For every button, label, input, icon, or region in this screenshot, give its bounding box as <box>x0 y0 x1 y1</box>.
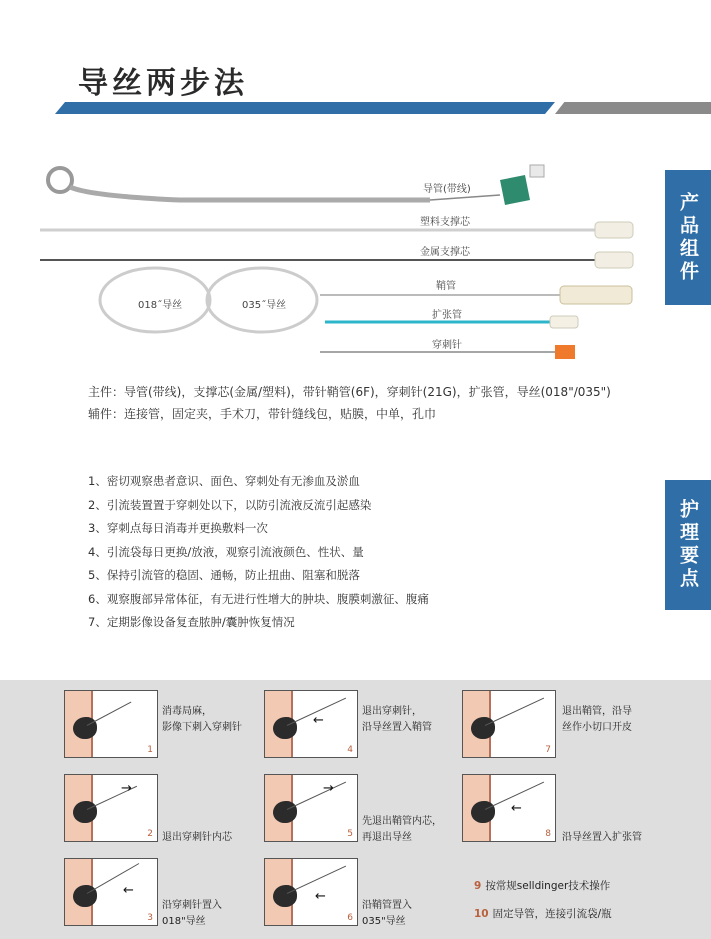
step-line: 沿穿刺针置入 <box>162 900 222 911</box>
nursing-item: 6、观察腹部异常体征，有无进行性增大的肿块、腹膜刺激征、腹痛 <box>88 591 429 606</box>
step-number: 4 <box>347 745 353 755</box>
nursing-item: 1、密切观察患者意识、面色、穿刺处有无渗血及淤血 <box>88 474 360 488</box>
step-diagram-7 <box>462 690 556 758</box>
arrow-icon: → <box>121 781 132 796</box>
nursing-item: 2、引流装置置于穿刺处以下，以防引流液反流引起感染 <box>88 497 372 512</box>
label-sheath: 鞘管 <box>436 281 456 292</box>
step-line: 丝作小切口开皮 <box>562 722 632 733</box>
step-text-8 <box>562 830 642 846</box>
step-text-2 <box>162 830 232 846</box>
label-guidewire-035: 035˝导丝 <box>242 300 287 311</box>
cyst-shape <box>471 801 495 823</box>
step-number: 9 <box>474 880 482 892</box>
step-diagram-1 <box>64 690 158 758</box>
extra-step-10 <box>474 906 612 921</box>
step-diagram-8 <box>462 774 556 842</box>
nursing-item: 7、定期影像设备复查脓肿/囊肿恢复情况 <box>88 615 295 629</box>
nursing-item: 3、穿刺点每日消毒并更换敷料一次 <box>88 521 268 535</box>
step-text-5 <box>362 814 442 846</box>
step-line: 沿鞘管置入 <box>362 900 412 911</box>
needle-line <box>87 702 132 726</box>
step-text-7 <box>562 704 632 736</box>
label-catheter: 导管(带线) <box>423 184 471 195</box>
step-diagram-6 <box>264 858 358 926</box>
step-diagram-5 <box>264 774 358 842</box>
step-text-4 <box>362 704 432 736</box>
cyst-shape <box>273 801 297 823</box>
step-line: 固定导管，连接引流袋/瓶 <box>492 908 612 920</box>
step-diagram-4 <box>264 690 358 758</box>
step-number: 1 <box>147 745 153 755</box>
step-line: 消毒局麻， <box>162 706 212 717</box>
step-diagram-2 <box>64 774 158 842</box>
cyst-shape <box>73 801 97 823</box>
label-metal-core: 金属支撑芯 <box>420 247 470 258</box>
step-diagram-3 <box>64 858 158 926</box>
step-line: 退出穿刺针， <box>362 706 422 717</box>
step-number: 8 <box>545 829 551 839</box>
step-text-3 <box>162 898 222 930</box>
operation-section <box>0 680 711 939</box>
nursing-item: 4、引流袋每日更换/放液，观察引流液颜色、性状、量 <box>88 544 364 559</box>
nursing-list <box>88 473 429 638</box>
step-line: 按常规selldinger技术操作 <box>485 880 611 892</box>
step-line: 沿导丝置入扩张管 <box>562 832 642 843</box>
step-line: 退出穿刺针内芯 <box>162 832 232 843</box>
step-line: 035"导丝 <box>362 916 406 927</box>
step-line: 018"导丝 <box>162 916 206 927</box>
step-number: 3 <box>147 913 153 923</box>
step-number: 6 <box>347 913 353 923</box>
cyst-shape <box>273 885 297 907</box>
arrow-icon: ← <box>511 801 522 816</box>
info-main: 主件：导管(带线)，支撑芯(金属/塑料)，带针鞘管(6F)，穿刺针(21G)，扩张管，导丝(018"/035") <box>88 385 611 399</box>
step-line: 再退出导丝 <box>362 832 412 843</box>
nursing-item: 5、保持引流管的稳固、通畅，防止扭曲、阻塞和脱落 <box>88 568 360 582</box>
catheter-drawing <box>0 0 711 380</box>
cyst-shape <box>273 717 297 739</box>
label-plastic-core: 塑料支撑芯 <box>420 217 470 228</box>
tab-nursing: 护理要点 <box>665 480 711 610</box>
needle-line <box>485 698 544 726</box>
arrow-icon: ← <box>313 713 324 728</box>
info-aux: 辅件：连接管，固定夹，手术刀，带针缝线包，贴膜，中单，孔巾 <box>88 407 437 421</box>
step-text-1 <box>162 704 242 736</box>
label-needle: 穿刺针 <box>432 340 462 351</box>
arrow-icon: → <box>323 781 334 796</box>
tab-components: 产品组件 <box>665 170 711 305</box>
step-line: 退出鞘管，沿导 <box>562 706 632 717</box>
cyst-shape <box>471 717 495 739</box>
step-number: 5 <box>347 829 353 839</box>
page-title: 导丝两步法 <box>78 66 248 101</box>
label-guidewire-018: 018˝导丝 <box>138 300 183 311</box>
step-line: 影像下刺入穿刺针 <box>162 722 242 733</box>
label-dilator: 扩张管 <box>432 310 462 321</box>
step-number: 2 <box>147 829 153 839</box>
arrow-icon: ← <box>315 889 326 904</box>
step-line: 沿导丝置入鞘管 <box>362 722 432 733</box>
step-line: 先退出鞘管内芯， <box>362 816 442 827</box>
arrow-icon: ← <box>123 883 134 898</box>
needle-line <box>287 782 346 810</box>
step-text-6 <box>362 898 412 930</box>
step-number: 10 <box>474 908 489 920</box>
step-number: 7 <box>545 745 551 755</box>
extra-step-9 <box>474 878 610 893</box>
